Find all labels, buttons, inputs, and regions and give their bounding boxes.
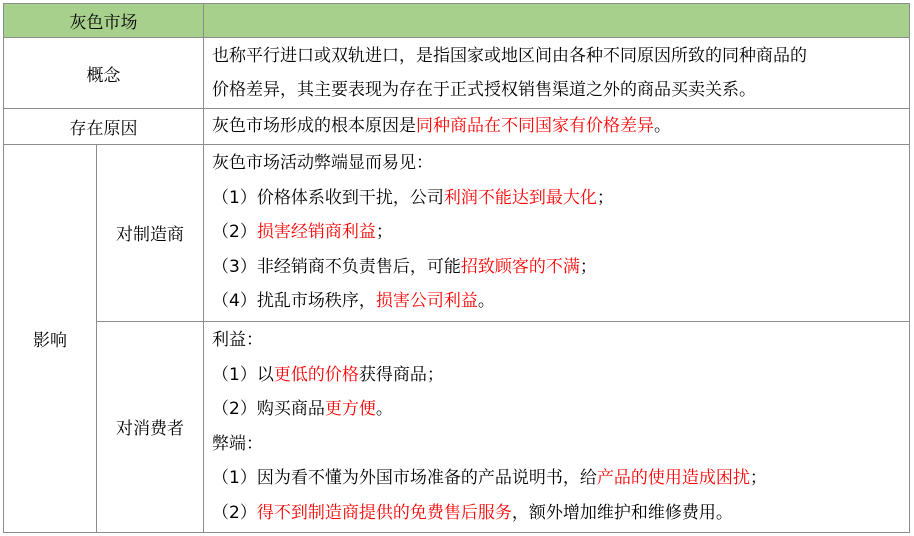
concept-line: 价格差异，其主要表现为存在于正式授权销售渠道之外的商品买卖关系。 xyxy=(212,80,756,100)
manufacturer-content xyxy=(204,144,910,321)
manufacturer-label: 对制造商 xyxy=(97,144,204,321)
list-item xyxy=(212,392,901,427)
item-text-end: ； xyxy=(579,256,597,277)
impact-label: 影响 xyxy=(4,144,97,532)
item-text: （2） xyxy=(212,222,257,243)
item-highlight: 损害经销商利益 xyxy=(256,222,376,243)
item-text-end: ； xyxy=(596,187,614,208)
cause-highlight: 同种商品在不同国家有价格差异 xyxy=(416,116,654,136)
item-text: （4）扰乱市场秩序， xyxy=(212,291,376,312)
item-text-end: 。 xyxy=(375,399,393,419)
item-text-end: 获得商品； xyxy=(358,364,444,385)
cause-content xyxy=(204,109,910,145)
item-text-end: ； xyxy=(749,468,767,488)
header-title: 灰色市场 xyxy=(4,4,204,38)
item-text: （2） xyxy=(212,502,257,523)
list-item xyxy=(212,496,901,531)
list-item xyxy=(212,461,901,496)
item-text: （1）价格体系收到干扰，公司 xyxy=(212,187,444,208)
cause-label: 存在原因 xyxy=(4,109,204,145)
item-highlight: 损害公司利益 xyxy=(375,291,478,312)
item-text: （1）因为看不懂为外国市场准备的产品说明书，给 xyxy=(212,468,597,488)
concept-line: 也称平行进口或双轨进口，是指国家或地区间由各种不同原因所致的同种商品的 xyxy=(212,45,807,66)
list-item xyxy=(212,284,901,319)
cause-text: 灰色市场形成的根本原因是 xyxy=(212,116,416,136)
header-right-cell xyxy=(204,4,910,38)
item-text: （2）购买商品 xyxy=(212,399,325,419)
manufacturer-intro: 灰色市场活动弊端显而易见： xyxy=(212,153,433,174)
item-text: （3）非经销商不负责售后，可能 xyxy=(212,256,461,277)
item-text-end: ，额外增加维护和维修费用。 xyxy=(511,502,733,523)
cause-text-end: 。 xyxy=(654,116,671,136)
benefit-title: 利益： xyxy=(212,330,263,350)
cause-row xyxy=(4,109,910,145)
item-highlight: 招致顾客的不满 xyxy=(460,256,580,277)
concept-label: 概念 xyxy=(4,38,204,109)
consumer-row xyxy=(4,321,910,532)
list-item xyxy=(212,215,901,250)
list-item xyxy=(212,250,901,285)
item-text-end: 。 xyxy=(477,291,495,312)
item-highlight: 产品的使用造成困扰 xyxy=(596,468,750,488)
gray-market-table xyxy=(3,3,910,533)
concept-row xyxy=(4,38,910,109)
consumer-label: 对消费者 xyxy=(97,321,204,532)
list-item xyxy=(212,181,901,216)
drawback-title: 弊端： xyxy=(212,433,263,454)
manufacturer-row xyxy=(4,144,910,321)
consumer-content xyxy=(204,321,910,532)
concept-content xyxy=(204,38,910,109)
header-row xyxy=(4,4,910,38)
item-highlight: 利润不能达到最大化 xyxy=(443,187,597,208)
list-item xyxy=(212,358,901,393)
item-highlight: 得不到制造商提供的免费售后服务 xyxy=(256,502,512,523)
item-text-end: ； xyxy=(375,222,393,243)
item-text: （1）以 xyxy=(212,364,274,385)
item-highlight: 更方便 xyxy=(324,399,376,419)
item-highlight: 更低的价格 xyxy=(273,364,359,385)
cause-line xyxy=(212,109,901,144)
